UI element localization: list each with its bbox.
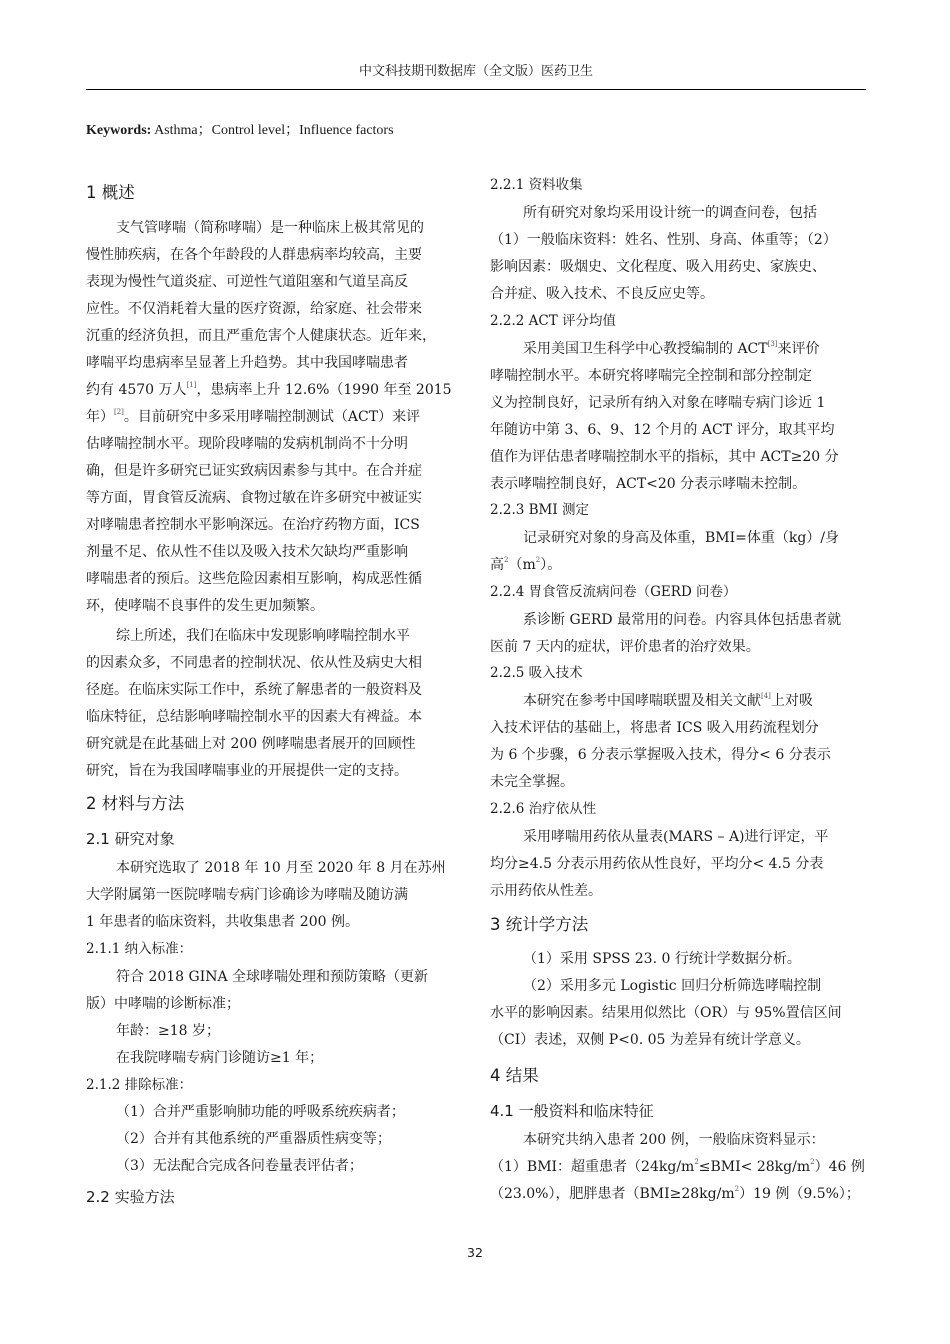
paragraph-line: 沉重的经济负担，而且严重危害个人健康状态。近年来，	[86, 328, 436, 344]
paragraph-line: 本研究共纳入患者 200 例，一般临床资料显示：	[523, 1132, 825, 1148]
header-rule	[86, 89, 866, 90]
paragraph-line: （CI）表述，双侧 P<0. 05 为差异有统计学意义。	[490, 1032, 810, 1048]
text-run: 年）	[86, 409, 114, 425]
text-run: ）46 例	[814, 1159, 865, 1175]
text-run: 本研究在参考中国哮喘联盟及相关文献	[523, 693, 761, 709]
paragraph-line: 慢性肺疾病，在各个年龄段的人群患病率均较高，主要	[86, 247, 422, 263]
text-run: ，患病率上升 12.6%（1990 年至 2015	[196, 382, 452, 398]
paragraph-line: 估哮喘控制水平。现阶段哮喘的发病机制尚不十分明	[86, 436, 408, 452]
paragraph-line: 环，使哮喘不良事件的发生更加频繁。	[86, 598, 324, 614]
keywords-label: Keywords:	[86, 123, 152, 138]
criteria-line: （2）合并有其他系统的严重器质性病变等；	[116, 1131, 391, 1147]
criteria-line: 在我院哮喘专病门诊随访≥1 年；	[116, 1050, 324, 1066]
section-2-2-1-heading: 2.2.1 资料收集	[490, 177, 583, 193]
text-run: ）19 例（9.5%）；	[739, 1186, 860, 1202]
paragraph-line: 研究就是在此基础上对 200 例哮喘患者展开的回顾性	[86, 736, 416, 752]
text-run: （1）BMI：超重患者（24kg/m	[490, 1159, 695, 1175]
paragraph-line: 哮喘平均患病率呈显著上升趋势。其中我国哮喘患者	[86, 355, 408, 371]
paragraph-line: 均分≥4.5 分表示用药依从性良好，平均分< 4.5 分表	[490, 856, 824, 872]
criteria-line: （1）合并严重影响肺功能的呼吸系统疾病者；	[116, 1104, 405, 1120]
criteria-line: 符合 2018 GINA 全球哮喘处理和预防策略（更新	[116, 969, 429, 985]
paragraph-line: 示用药依从性差。	[490, 883, 602, 899]
criteria-line: （3）无法配合完成各问卷量表评估者；	[116, 1158, 363, 1174]
paragraph-line: 所有研究对象均采用设计统一的调查问卷，包括	[523, 205, 817, 221]
citation-ref: [3]	[767, 340, 778, 348]
superscript: 2	[535, 556, 541, 564]
text-run: ）。	[540, 557, 562, 573]
section-4-1-heading: 4.1 一般资料和临床特征	[490, 1102, 654, 1120]
section-2-2-3-heading: 2.2.3 BMI 测定	[490, 502, 590, 518]
paragraph-line	[523, 339, 820, 359]
section-2-heading: 2 材料与方法	[86, 794, 185, 813]
paragraph-line: 表现为慢性气道炎症、可逆性气道阻塞和气道呈高反	[86, 274, 408, 290]
paragraph-line: 值作为评估患者哮喘控制水平的指标，其中 ACT≥20 分	[490, 449, 839, 465]
paragraph-line: 医前 7 天内的症状，评价患者的治疗效果。	[490, 639, 760, 655]
running-header: 中文科技期刊数据库（全文版）医药卫生	[358, 64, 593, 79]
paragraph-line: 径庭。在临床实际工作中，系统了解患者的一般资料及	[86, 682, 422, 698]
paragraph-line: 采用哮喘用药依从量表(MARS – A)进行评定，平	[523, 829, 829, 845]
paragraph-line: 的因素众多，不同患者的控制状况、依从性及病史大相	[86, 655, 422, 671]
text-run: （m	[508, 557, 536, 573]
paragraph-line: 影响因素：吸烟史、文化程度、吸入用药史、家族史、	[490, 259, 826, 275]
superscript: 2	[734, 1185, 740, 1193]
paragraph-line: 系诊断 GERD 最常用的问卷。内容具体包括患者就	[523, 612, 842, 628]
paragraph-line: 哮喘患者的预后。这些危险因素相互影响，构成恶性循	[86, 571, 422, 587]
section-1-heading: 1 概述	[86, 183, 135, 202]
page-number: 32	[467, 1245, 483, 1260]
superscript: 2	[694, 1158, 699, 1166]
paragraph-line	[490, 1157, 865, 1177]
paragraph-line: 对哮喘患者控制水平影响深远。在治疗药物方面，ICS	[86, 517, 420, 533]
text-run: 。目前研究中多采用哮喘控制测试（ACT）来评	[123, 409, 421, 425]
paragraph-line: 年随访中第 3、6、9、12 个月的 ACT 评分，取其平均	[490, 422, 835, 438]
section-3-heading: 3 统计学方法	[490, 915, 589, 934]
paragraph-line: （1）采用 SPSS 23. 0 行统计学数据分析。	[523, 951, 801, 967]
paragraph-line: 水平的影响因素。结果用似然比（OR）与 95%置信区间	[490, 1005, 842, 1021]
paragraph-line: 未完全掌握。	[490, 774, 574, 790]
section-2-2-4-heading: 2.2.4 胃食管反流病问卷（GERD 问卷）	[490, 584, 737, 600]
paragraph-line: 等方面，胃食管反流病、食物过敏在许多研究中被证实	[86, 490, 422, 506]
text-run: 高	[490, 557, 504, 573]
section-2-2-2-heading: 2.2.2 ACT 评分均值	[490, 313, 617, 329]
paragraph-line: （1）一般临床资料：姓名、性别、身高、体重等；（2）	[490, 232, 837, 248]
keywords-line	[86, 121, 394, 141]
citation-ref: [1]	[186, 381, 197, 389]
citation-ref: [4]	[761, 692, 771, 700]
section-2-2-5-heading: 2.2.5 吸入技术	[490, 665, 583, 681]
paragraph-line: 剂量不足、依从性不佳以及吸入技术欠缺均严重影响	[86, 544, 408, 560]
paragraph-line: 综上所述，我们在临床中发现影响哮喘控制水平	[116, 628, 410, 644]
paragraph-line: 为 6 个步骤，6 分表示掌握吸入技术，得分< 6 分表示	[490, 747, 831, 763]
text-run: 约有 4570 万人	[86, 382, 187, 398]
superscript: 2	[810, 1158, 815, 1166]
paragraph-line: 表示哮喘控制良好，ACT<20 分表示哮喘未控制。	[490, 476, 807, 492]
paragraph-line: 大学附属第一医院哮喘专病门诊确诊为哮喘及随访满	[86, 887, 408, 903]
section-2-1-1-heading: 2.1.1 纳入标准：	[86, 941, 193, 957]
paragraph-line: 1 年患者的临床资料，共收集患者 200 例。	[86, 914, 359, 930]
paragraph-line: （2）采用多元 Logistic 回归分析筛选哮喘控制	[523, 978, 822, 994]
section-4-heading: 4 结果	[490, 1066, 539, 1085]
criteria-line: 年龄：≥18 岁；	[116, 1023, 220, 1039]
paragraph-line	[490, 555, 561, 575]
paragraph-line: 合并症、吸入技术、不良反应史等。	[490, 286, 714, 302]
paragraph-line: 记录研究对象的身高及体重，BMI=体重（kg）/身	[523, 530, 840, 546]
paragraph-line	[523, 691, 813, 711]
text-run: 采用美国卫生科学中心教授编制的 ACT	[523, 341, 768, 357]
paragraph-line: 应性。不仅消耗着大量的医疗资源，给家庭、社会带来	[86, 301, 422, 317]
paragraph-line: 义为控制良好，记录所有纳入对象在哮喘专病门诊近 1	[490, 395, 826, 411]
superscript: 2	[504, 556, 509, 564]
paragraph-line: 入技术评估的基础上，将患者 ICS 吸入用药流程划分	[490, 720, 819, 736]
section-2-1-2-heading: 2.1.2 排除标准：	[86, 1077, 193, 1093]
paragraph-line: 确，但是许多研究已证实致病因素参与其中。在合并症	[86, 463, 422, 479]
section-2-1-heading: 2.1 研究对象	[86, 830, 175, 848]
text-run: ≤BMI< 28kg/m	[698, 1159, 811, 1175]
paragraph-line: 研究，旨在为我国哮喘事业的开展提供一定的支持。	[86, 763, 408, 779]
criteria-line: 版）中哮喘的诊断标准；	[86, 996, 240, 1012]
paragraph-line: 本研究选取了 2018 年 10 月至 2020 年 8 月在苏州	[116, 860, 446, 876]
paragraph-line: 哮喘控制水平。本研究将哮喘完全控制和部分控制定	[490, 368, 812, 384]
text-run: （23.0%），肥胖患者（BMI≥28kg/m	[490, 1186, 735, 1202]
section-2-2-heading: 2.2 实验方法	[86, 1188, 175, 1206]
text-run: 上对吸	[770, 693, 813, 709]
paragraph-line	[86, 407, 420, 427]
section-2-2-6-heading: 2.2.6 治疗依从性	[490, 801, 597, 817]
paragraph-line	[490, 1184, 860, 1204]
text-run: 来评价	[777, 341, 820, 357]
paragraph-line: 支气管哮喘（简称哮喘）是一种临床上极其常见的	[116, 220, 424, 236]
paragraph-line: 临床特征，总结影响哮喘控制水平的因素大有裨益。本	[86, 709, 422, 725]
citation-ref: [2]	[114, 408, 124, 416]
paragraph-line	[86, 380, 452, 400]
keywords-text: Asthma；Control level；Influence factors	[154, 123, 394, 138]
